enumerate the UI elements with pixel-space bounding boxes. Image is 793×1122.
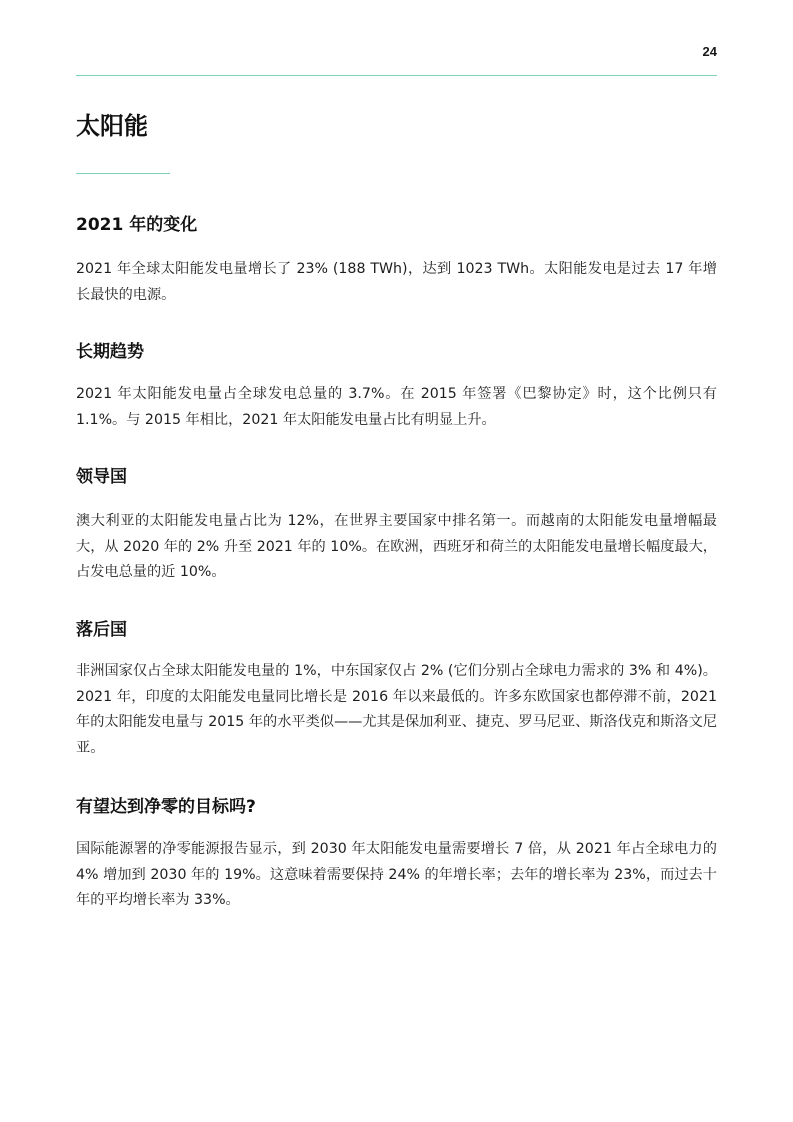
section-body-long-term-trend: 2021 年太阳能发电量占全球发电总量的 3.7%。在 2015 年签署《巴黎协定》时，这个比例只有 1.1%。与 2015 年相比，2021 年太阳能发电量占比有明显上升。	[76, 386, 717, 428]
section-body-net-zero: 国际能源署的净零能源报告显示，到 2030 年太阳能发电量需要增长 7 倍，从 2021 年占全球电力的 4% 增加到 2030 年的 19%。这意味着需要保持 24% 的年增长率；去年的增长率为 23%，而过去十年的平均增长率为 33%。	[76, 841, 717, 908]
title-underline	[76, 173, 170, 174]
page-number: 24	[702, 44, 717, 59]
section-heading-laggards: 落后国	[76, 620, 127, 640]
page-title: 太阳能	[76, 112, 148, 140]
section-heading-leaders: 领导国	[76, 467, 127, 487]
section-heading-long-term-trend: 长期趋势	[76, 342, 144, 362]
section-body-changes-2021: 2021 年全球太阳能发电量增长了 23% (188 TWh)，达到 1023 TWh。太阳能发电是过去 17 年增长最快的电源。	[76, 261, 717, 303]
header-divider	[76, 75, 717, 76]
section-body-leaders: 澳大利亚的太阳能发电量占比为 12%，在世界主要国家中排名第一。而越南的太阳能发电量增幅最大，从 2020 年的 2% 升至 2021 年的 10%。在欧洲，西班牙和荷兰的太阳能发电量增长幅度最大，占发电总量的近 10%。	[76, 513, 717, 580]
section-body-laggards: 非洲国家仅占全球太阳能发电量的 1%，中东国家仅占 2% (它们分别占全球电力需求的 3% 和 4%)。2021 年，印度的太阳能发电量同比增长是 2016 年以来最低的。许多东欧国家也都停滞不前，2021 年的太阳能发电量与 2015 年的水平类似——尤其是保加利亚、捷克、罗马尼亚、斯洛伐克和斯洛文尼亚。	[76, 663, 718, 756]
section-heading-net-zero: 有望达到净零的目标吗?	[76, 797, 256, 817]
section-heading-changes-2021: 2021 年的变化	[76, 215, 198, 235]
